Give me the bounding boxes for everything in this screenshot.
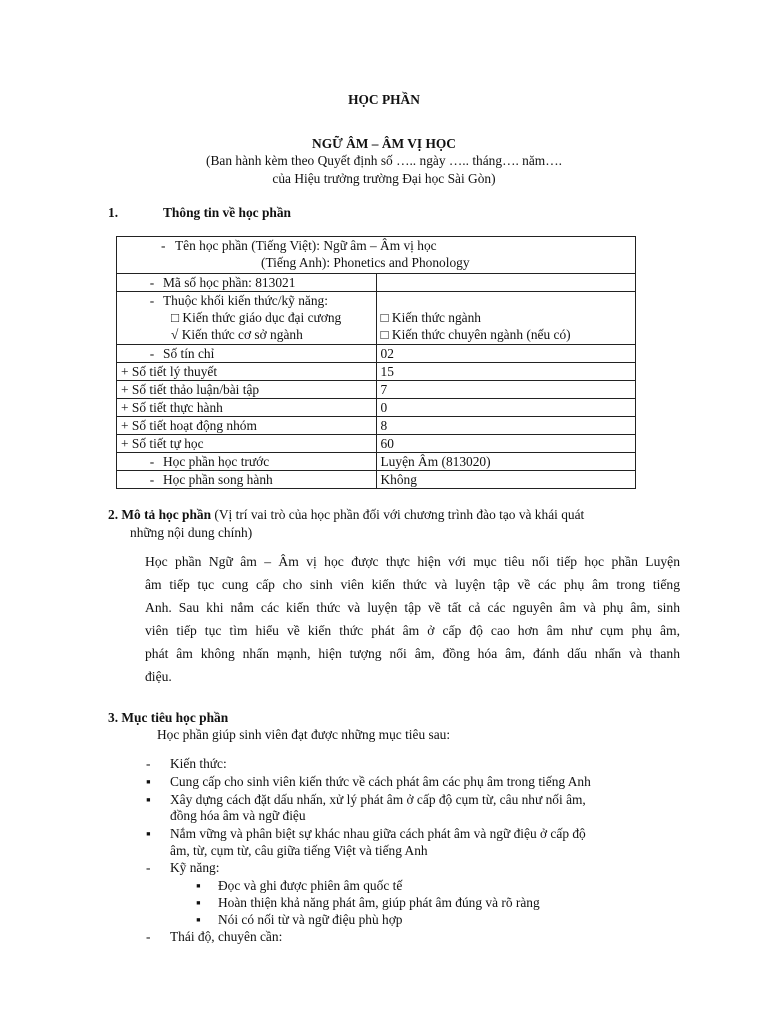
course-name-en: (Tiếng Anh): Phonetics and Phonology [261, 255, 470, 270]
table-cell-empty [376, 274, 636, 292]
attitude-label: Thái độ, chuyên cần: [170, 929, 283, 944]
knowledge-item: Nắm vững và phân biệt sự khác nhau giữa cách phát âm và ngữ điệu ở cấp độ [170, 826, 586, 841]
row-label: Số tiết thực hành [131, 400, 223, 415]
section-1-number: 1. [108, 205, 119, 220]
row-value: 8 [376, 417, 636, 435]
section-2-title: 2. Mô tả học phần [108, 507, 212, 522]
section-2-heading [108, 507, 584, 523]
issued-line-1: (Ban hành kèm theo Quyết định số ….. ngày ….. tháng…. năm…. [206, 153, 562, 168]
knowledge-item: đồng hóa âm và ngữ điệu [170, 808, 306, 823]
table-row-name [117, 237, 636, 274]
knowledge-item: Cung cấp cho sinh viên kiến thức về cách phát âm các phụ âm trong tiếng Anh [170, 774, 591, 789]
row-value: 0 [376, 399, 636, 417]
table-cell-block-left: - Thuộc khối kiến thức/kỹ năng: □ Kiến thức giáo dục đại cương √ Kiến thức cơ sở ngành [117, 292, 377, 345]
row-value: 02 [376, 345, 636, 363]
row-value: Luyện Âm (813020) [376, 453, 636, 471]
table-row-code [117, 274, 636, 292]
block-label: Thuộc khối kiến thức/kỹ năng: [163, 293, 328, 308]
table-row-knowledge-block [117, 292, 636, 345]
knowledge-item: âm, từ, cụm từ, câu giữa tiếng Việt và tiếng Anh [170, 843, 428, 858]
document-label: HỌC PHẦN [348, 92, 420, 107]
row-value: 60 [376, 435, 636, 453]
table-row [117, 417, 636, 435]
row-label: Số tiết thảo luận/bài tập [131, 382, 260, 397]
row-value: Không [376, 471, 636, 489]
paragraph-line: Học phần Ngữ âm – Âm vị học được thực hiện với mục tiêu nối tiếp học phần Luyện [145, 554, 680, 569]
knowledge-label: Kiến thức: [170, 756, 227, 771]
row-marker: + [121, 364, 129, 379]
course-name-vi: Tên học phần (Tiếng Việt): Ngữ âm – Âm vị học [175, 238, 437, 253]
paragraph-line: âm tiếp tục cung cấp cho sinh viên kiến thức và luyện tập về các phụ âm trong tiếng [145, 577, 680, 592]
row-marker: - [149, 472, 155, 487]
section-2-note-line-1: (Vị trí vai trò của học phần đối với chương trình đào tạo và khái quát [214, 507, 585, 522]
bullet-icon: ▪ [196, 895, 201, 910]
attitude-dash: - [146, 929, 151, 944]
skills-dash: - [146, 860, 151, 875]
knowledge-item: Xây dựng cách đặt dấu nhấn, xử lý phát âm ở cấp độ cụm từ, câu như nối âm, [170, 792, 586, 807]
table-row [117, 345, 636, 363]
bullet-icon: ▪ [196, 878, 201, 893]
table-cell-code: - Mã số học phần: 813021 [117, 274, 377, 292]
row-marker: + [121, 436, 129, 451]
row-label: Số tiết hoạt động nhóm [131, 418, 257, 433]
course-info-table [116, 236, 636, 489]
table-row [117, 435, 636, 453]
section-3-title: 3. Mục tiêu học phần [108, 710, 229, 725]
option-general: □ Kiến thức giáo dục đại cương [171, 310, 342, 325]
table-cell-name: - Tên học phần (Tiếng Việt): Ngữ âm – Âm vị học (Tiếng Anh): Phonetics and Phonology [117, 237, 636, 274]
knowledge-dash: - [146, 756, 151, 771]
bullet-icon: ▪ [196, 912, 201, 927]
section-1-title: Thông tin về học phần [163, 205, 291, 220]
paragraph-line: Anh. Sau khi nắm các kiến thức và luyện tập về tất cả các nguyên âm và phụ âm, sinh [145, 600, 680, 615]
row-label: Số tín chỉ [163, 346, 215, 361]
row-value: 7 [376, 381, 636, 399]
paragraph-line: viên tiếp tục tìm hiểu về kiến thức phát âm ở cấp độ cao hơn âm như cụm phụ âm, [145, 623, 680, 638]
row-marker: - [149, 346, 155, 361]
row-marker: + [121, 382, 129, 397]
skills-item: Đọc và ghi được phiên âm quốc tế [218, 878, 403, 893]
row-label: Học phần học trước [163, 454, 270, 469]
paragraph-line: điệu. [145, 669, 172, 684]
section-3-intro: Học phần giúp sinh viên đạt được những mục tiêu sau: [157, 727, 451, 742]
row-label: Số tiết lý thuyết [131, 364, 218, 379]
row-value: 15 [376, 363, 636, 381]
course-title: NGỮ ÂM – ÂM VỊ HỌC [312, 136, 456, 151]
issued-line-2: của Hiệu trưởng trường Đại học Sài Gòn) [272, 171, 496, 186]
bullet-icon: ▪ [146, 826, 151, 841]
table-cell-block-right [376, 292, 636, 345]
table-row [117, 363, 636, 381]
table-row [117, 381, 636, 399]
row-label: Học phần song hành [163, 472, 273, 487]
table-row [117, 453, 636, 471]
row-marker: + [121, 418, 129, 433]
row-marker: + [121, 400, 129, 415]
section-2-note-line-2: những nội dung chính) [130, 525, 253, 540]
row-marker: - [149, 454, 155, 469]
skills-item: Hoàn thiện khả năng phát âm, giúp phát âm đúng và rõ ràng [218, 895, 540, 910]
skills-label: Kỹ năng: [170, 860, 220, 875]
option-specialized: □ Kiến thức chuyên ngành (nếu có) [380, 327, 571, 342]
section-2-paragraph [145, 550, 680, 688]
option-foundation: √ Kiến thức cơ sở ngành [171, 327, 303, 342]
table-row [117, 471, 636, 489]
option-major: □ Kiến thức ngành [380, 310, 482, 325]
course-code: Mã số học phần: 813021 [163, 275, 296, 290]
bullet-icon: ▪ [146, 792, 151, 807]
table-row [117, 399, 636, 417]
paragraph-line: phát âm không nhấn mạnh, hiện tượng nối âm, đồng hóa âm, đánh dấu nhấn và thanh [145, 646, 680, 661]
skills-item: Nói có nối từ và ngữ điệu phù hợp [218, 912, 403, 927]
bullet-icon: ▪ [146, 774, 151, 789]
row-label: Số tiết tự học [131, 436, 204, 451]
